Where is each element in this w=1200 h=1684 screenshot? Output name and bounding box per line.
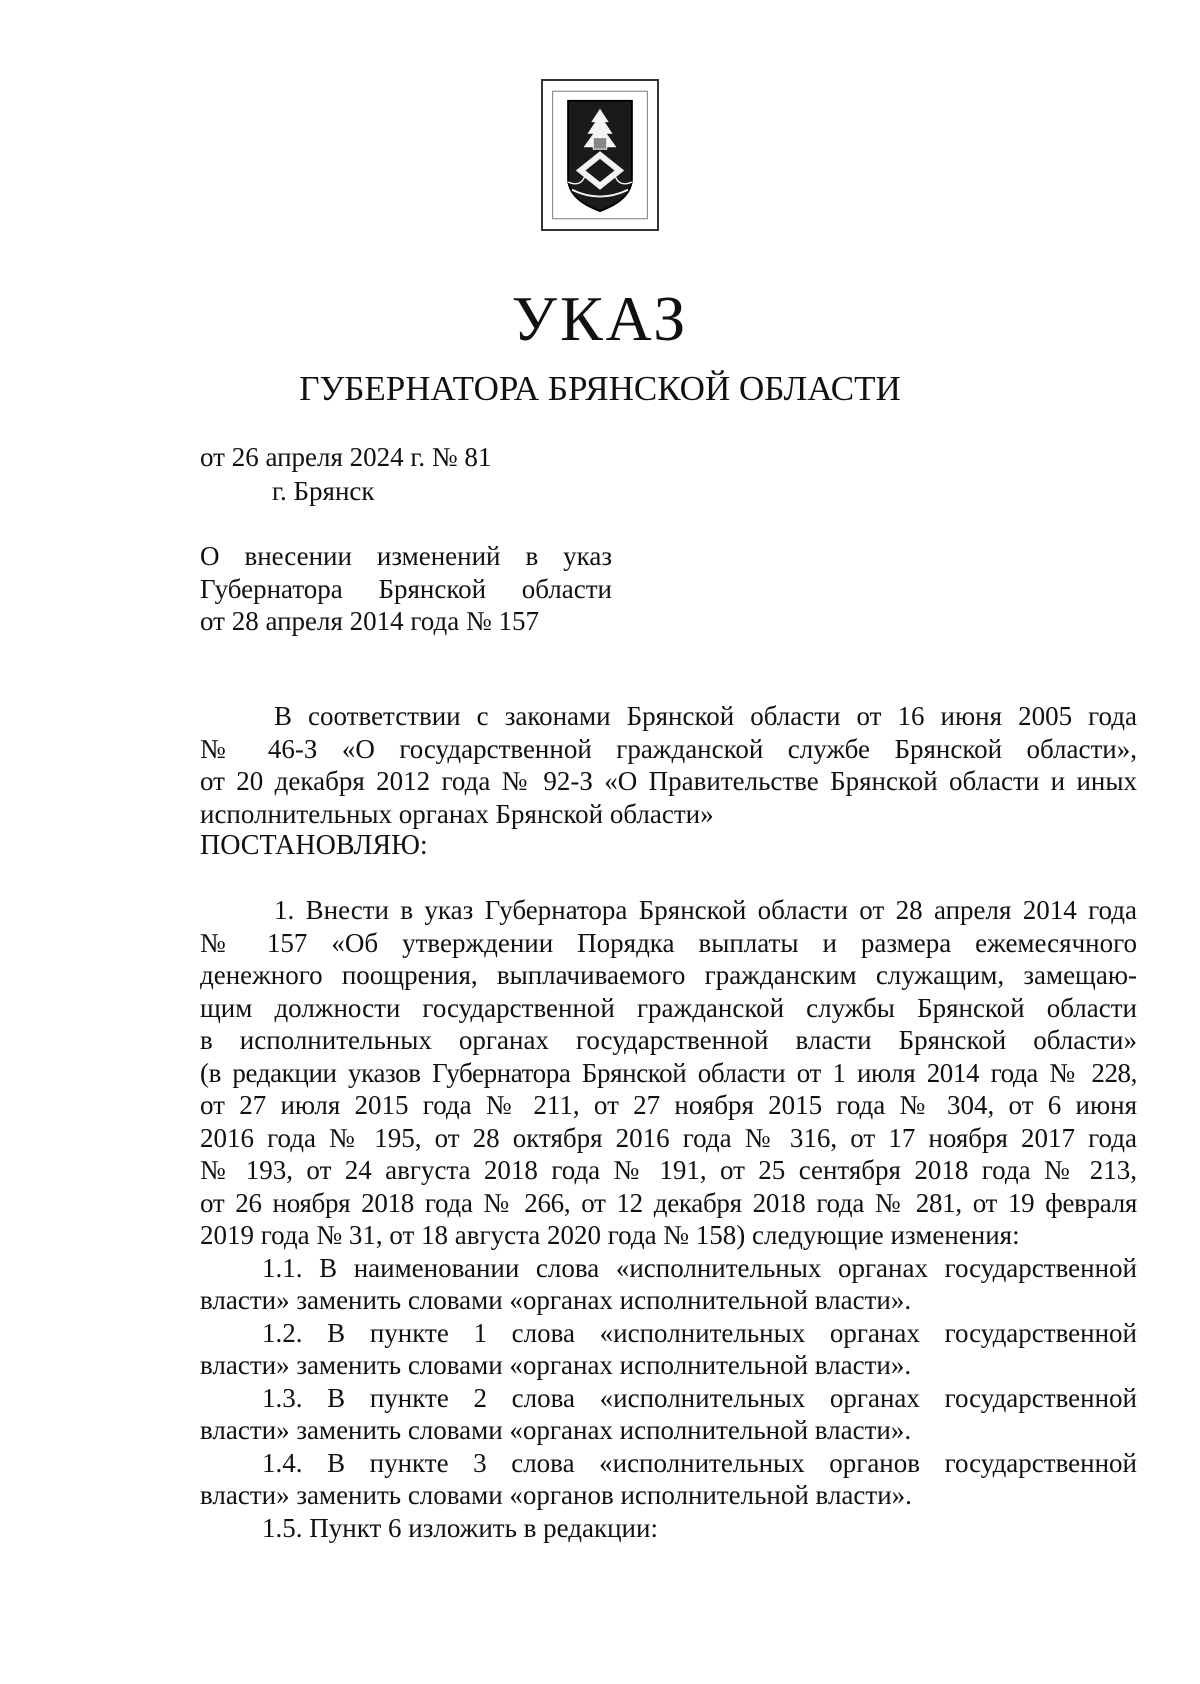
subject-line: от 28 апреля 2014 года № 157 [200, 606, 540, 636]
item-1-block [200, 894, 1137, 1544]
item-1-line: 1. Внести в указ Губернатора Брянской области от 28 апреля 2014 года [274, 895, 1137, 925]
item-1-line: 2019 года № 31, от 18 августа 2020 года № 158) следующие изменения: [200, 1220, 1020, 1250]
item-1-line: от 27 июля 2015 года № 211, от 27 ноября 2015 года № 304, от 6 июня [200, 1090, 1137, 1120]
preamble-block [200, 700, 1137, 863]
document-subtitle: ГУБЕРНАТОРА БРЯНСКОЙ ОБЛАСТИ [299, 369, 901, 408]
preamble-line: В соответствии с законами Брянской области от 16 июня 2005 года [274, 701, 1137, 731]
item-1-line: в исполнительных органах государственной власти Брянской области» [200, 1025, 1137, 1055]
subitem-1-3-line: 1.3. В пункте 2 слова «исполнительных органах государственной [262, 1382, 1137, 1413]
date-number-line: от 26 апреля 2024 г. № 81 [200, 442, 492, 472]
subitem-1-1-line: власти» заменить словами «органах исполнительной власти». [200, 1285, 912, 1315]
coat-of-arms-icon [543, 81, 657, 229]
subject-line: О внесении изменений в указ [200, 541, 612, 571]
subitem-1-4-line: власти» заменить словами «органов исполнительной власти». [200, 1480, 912, 1510]
item-1-line: (в редакции указов Губернатора Брянской области от 1 июля 2014 года № 228, [200, 1057, 1137, 1088]
item-1-line: щим должности государственной гражданской службы Брянской области [200, 992, 1137, 1023]
document-title: УКАЗ [511, 283, 689, 354]
subitem-1-5-line: 1.5. Пункт 6 изложить в редакции: [262, 1512, 658, 1543]
city-line: г. Брянск [272, 476, 375, 506]
subitem-1-1-line: 1.1. В наименовании слова «исполнительных органах государственной [262, 1252, 1137, 1283]
preamble-line: от 20 декабря 2012 года № 92-З «О Правительстве Брянской области и иных [200, 766, 1137, 796]
decree-word: ПОСТАНОВЛЯЮ: [200, 830, 428, 861]
subitem-1-4-line: 1.4. В пункте 3 слова «исполнительных органов государственной [262, 1447, 1137, 1478]
subject-block [200, 540, 612, 638]
item-1-line: от 26 ноября 2018 года № 266, от 12 декабря 2018 года № 281, от 19 февраля [200, 1187, 1137, 1218]
subitem-1-2-line: власти» заменить словами «органах исполнительной власти». [200, 1350, 912, 1380]
subitem-1-3-line: власти» заменить словами «органах исполнительной власти». [200, 1415, 912, 1445]
preamble-line: исполнительных органах Брянской области» [200, 798, 714, 829]
coat-of-arms-emblem [541, 79, 659, 231]
item-1-line: № 193, от 24 августа 2018 года № 191, от 25 сентября 2018 года № 213, [200, 1155, 1137, 1185]
item-1-line: денежного поощрения, выплачиваемого гражданским служащим, замещаю- [200, 960, 1137, 990]
preamble-line: № 46-З «О государственной гражданской службе Брянской области», [200, 733, 1137, 764]
item-1-line: № 157 «Об утверждении Порядка выплаты и размера ежемесячного [200, 927, 1137, 958]
subitem-1-2-line: 1.2. В пункте 1 слова «исполнительных органах государственной [262, 1317, 1137, 1348]
subject-line: Губернатора Брянской области [200, 573, 612, 604]
item-1-line: 2016 года № 195, от 28 октября 2016 года № 316, от 17 ноября 2017 года [200, 1122, 1137, 1153]
